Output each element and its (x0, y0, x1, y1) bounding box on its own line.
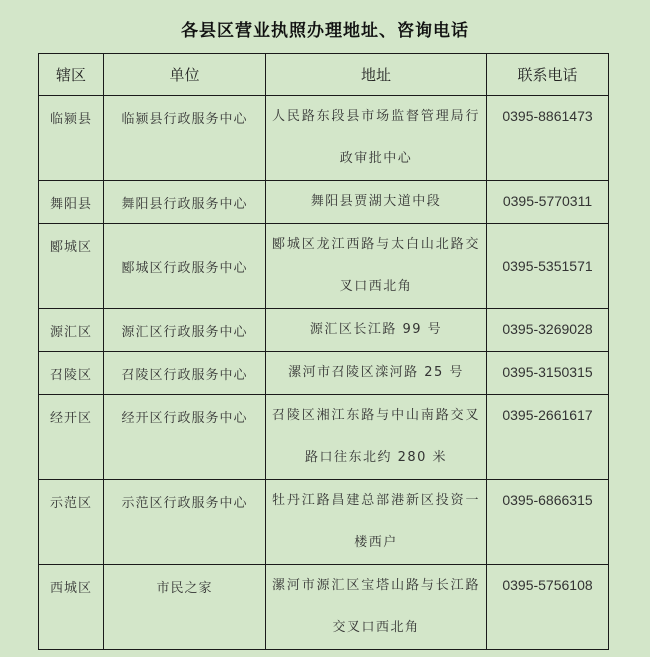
table-row (39, 224, 609, 309)
table-row (39, 395, 609, 480)
header-district: 辖区 (39, 54, 104, 96)
business-license-table (38, 53, 609, 650)
unit-cell: 临颍县行政服务中心 (104, 96, 266, 181)
address-cell: 召陵区湘江东路与中山南路交叉路口往东北约 280 米 (266, 395, 487, 480)
table-row (39, 352, 609, 395)
table-row (39, 181, 609, 224)
phone-cell: 0395-3150315 (487, 352, 609, 395)
unit-cell: 示范区行政服务中心 (104, 480, 266, 565)
address-cell: 漯河市召陵区滦河路 25 号 (266, 352, 487, 395)
address-cell: 牡丹江路昌建总部港新区投资一楼西户 (266, 480, 487, 565)
district-cell: 示范区 (39, 480, 104, 565)
page-title: 各县区营业执照办理地址、咨询电话 (181, 21, 469, 41)
district-cell: 经开区 (39, 395, 104, 480)
unit-cell: 源汇区行政服务中心 (104, 309, 266, 352)
district-cell: 源汇区 (39, 309, 104, 352)
phone-cell: 0395-3269028 (487, 309, 609, 352)
unit-cell: 市民之家 (104, 565, 266, 650)
district-cell: 召陵区 (39, 352, 104, 395)
table-header-row (39, 54, 609, 96)
phone-cell: 0395-8861473 (487, 96, 609, 181)
district-cell: 西城区 (39, 565, 104, 650)
header-unit: 单位 (104, 54, 266, 96)
address-cell: 舞阳县贾湖大道中段 (266, 181, 487, 224)
phone-cell: 0395-2661617 (487, 395, 609, 480)
unit-cell: 郾城区行政服务中心 (104, 224, 266, 309)
address-cell: 漯河市源汇区宝塔山路与长江路交叉口西北角 (266, 565, 487, 650)
district-cell: 舞阳县 (39, 181, 104, 224)
unit-cell: 经开区行政服务中心 (104, 395, 266, 480)
address-cell: 郾城区龙江西路与太白山北路交叉口西北角 (266, 224, 487, 309)
header-phone: 联系电话 (487, 54, 609, 96)
phone-cell: 0395-5756108 (487, 565, 609, 650)
unit-cell: 舞阳县行政服务中心 (104, 181, 266, 224)
table-row (39, 96, 609, 181)
phone-cell: 0395-5351571 (487, 224, 609, 309)
address-cell: 人民路东段县市场监督管理局行政审批中心 (266, 96, 487, 181)
district-cell: 临颍县 (39, 96, 104, 181)
table-row (39, 565, 609, 650)
district-cell: 郾城区 (39, 224, 104, 309)
phone-cell: 0395-5770311 (487, 181, 609, 224)
phone-cell: 0395-6866315 (487, 480, 609, 565)
unit-cell: 召陵区行政服务中心 (104, 352, 266, 395)
header-address: 地址 (266, 54, 487, 96)
address-cell: 源汇区长江路 99 号 (266, 309, 487, 352)
table-row (39, 480, 609, 565)
table-row (39, 309, 609, 352)
